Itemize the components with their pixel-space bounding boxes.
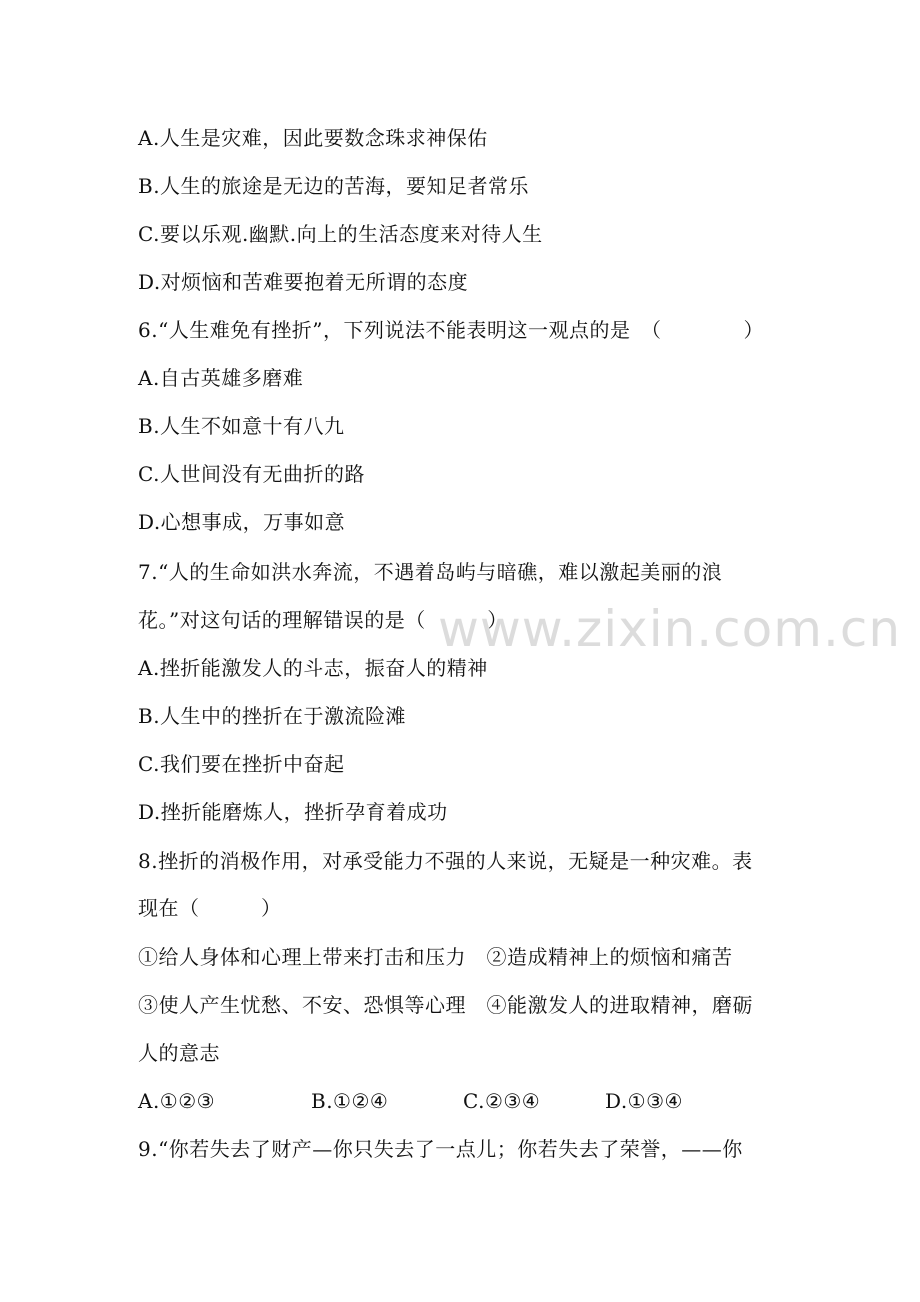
- q9-stem-line1: 9.“你若失去了财产—你只失去了一点儿；你若失去了荣誉，——你: [138, 1137, 743, 1161]
- q7-option-b: B.人生中的挫折在于激流险滩: [138, 704, 407, 728]
- q8-stem-line1: 8.挫折的消极作用，对承受能力不强的人来说，无疑是一种灾难。表: [138, 849, 753, 873]
- q8-item-line1: ①给人身体和心理上带来打击和压力 ②造成精神上的烦恼和痛苦: [138, 945, 733, 969]
- q8-stem-line2: 现在（ ）: [138, 896, 282, 920]
- q8-options-row: [138, 1086, 798, 1116]
- q8-option-d: D.①③④: [605, 1089, 683, 1113]
- q6-option-a: A.自古英雄多磨难: [138, 366, 304, 390]
- q5-option-a: A.人生是灾难，因此要数念珠求神保佑: [138, 126, 488, 150]
- q6-stem: 6.“人生难免有挫折”，下列说法不能表明这一观点的是 （ ）: [138, 318, 765, 342]
- q6-option-d: D.心想事成，万事如意: [138, 510, 346, 534]
- q8-option-c: C.②③④: [463, 1089, 541, 1113]
- q7-option-a: A.挫折能激发人的斗志，振奋人的精神: [138, 656, 488, 680]
- q7-stem-line1: 7.“人的生命如洪水奔流，不遇着岛屿与暗礁，难以激起美丽的浪: [138, 560, 723, 584]
- q8-option-b: B.①②④: [311, 1089, 389, 1113]
- q7-option-c: C.我们要在挫折中奋起: [138, 752, 345, 776]
- q8-option-a: A.①②③: [138, 1089, 216, 1113]
- q7-option-d: D.挫折能磨炼人，挫折孕育着成功: [138, 800, 448, 824]
- q6-option-c: C.人世间没有无曲折的路: [138, 462, 365, 486]
- q5-option-d: D.对烦恼和苦难要抱着无所谓的态度: [138, 270, 469, 294]
- q5-option-c: C.要以乐观.幽默.向上的生活态度来对待人生: [138, 222, 543, 246]
- q7-stem-line2: 花。”对这句话的理解错误的是（ ）: [138, 608, 508, 632]
- watermark: www.zixin.com.cn: [438, 600, 902, 658]
- q8-item-line3: 人的意志: [138, 1041, 220, 1065]
- q8-item-line2: ③使人产生忧愁、不安、恐惧等心理 ④能激发人的进取精神，磨砺: [138, 993, 753, 1017]
- q6-option-b: B.人生不如意十有八九: [138, 414, 345, 438]
- q5-option-b: B.人生的旅途是无边的苦海，要知足者常乐: [138, 174, 530, 198]
